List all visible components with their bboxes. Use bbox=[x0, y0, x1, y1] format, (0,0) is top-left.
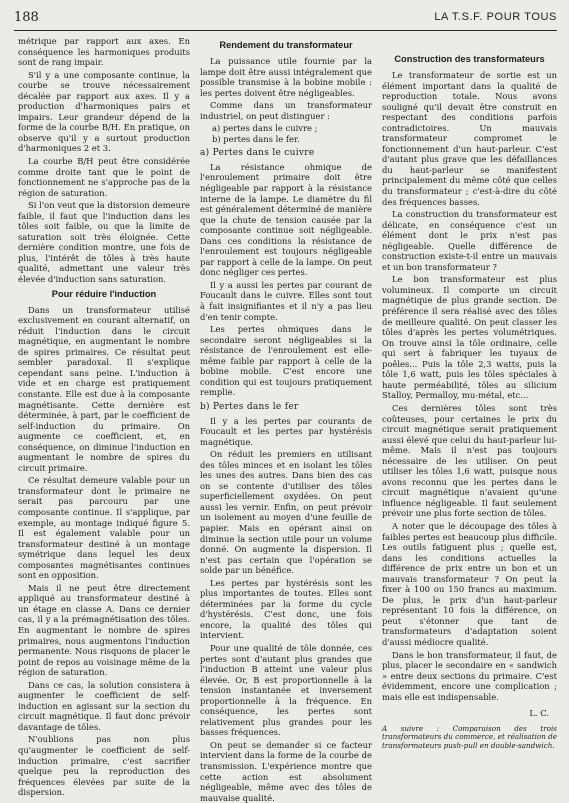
paragraph: Comme dans un transformateur industriel, on peut distinguer : bbox=[200, 100, 372, 121]
subheading-copper: a) Pertes dans le cuivre bbox=[200, 148, 315, 159]
paragraph: Dans un transformateur utilisé exclusivement en courant alternatif, on réduit l'induction dans le circuit magnétique, en augmentant le nombre de spires primaires. Ce résultat peut sembler paradoxal. Il s'explique cependant sans peine. L'induction à vide et en charge est pratiquement constante. Elle est due à la composante magnétisante. Cette dernière est déterminée, à part, par le coefficient de self-induction du primaire. On augmente ce coefficient, et, en conséquence, on diminue l'induction en augmentant le nombre de spires du circuit primaire. bbox=[18, 304, 190, 473]
paragraph: Ce résultat demeure valable pour un transformateur dont le primaire ne serait pas parcouru par une composante continue. Il s'applique, par exemple, au montage indiqué figure 5. Il est également valable pour un transformateur destiné à un montage symétrique dans lequel les deux composantes magnétisantes continues sont en opposition. bbox=[18, 475, 190, 581]
subheading-iron: b) Pertes dans le fer bbox=[200, 401, 299, 412]
paragraph: Le bon transformateur est plus volumineux. Il comporte un circuit magnétique de plus grande section. De préférence il sera réalisé avec des tôles de meilleure qualité. On peut classer les tôles d'après les pertes volumétriques. On trouve ainsi la tôle ordinaire, celle qui sert à fabriquer les tuyaux de poêles... Puis la tôle 2,3 watts, puis la tôle 1,6 watt, puis les tôles spéciales à haute perméabilité, tôles au silicium Stalloy, Permalloy, mu-métal, etc... bbox=[382, 274, 557, 401]
paragraph: Il y a les pertes par courants de Foucault et les pertes par hystérésis magnétique. bbox=[200, 415, 372, 447]
footnote: A suivre : Comparaison des trois transformateurs du commerce, et réalisation de transformateurs push-pull en double-sandwich. bbox=[382, 723, 557, 750]
section-heading: Rendement du transformateur bbox=[219, 40, 353, 50]
paragraph: La puissance utile fournie par la lampe doit être aussi intégralement que possible transmise à la bobine mobile : les pertes doivent être négligeables. bbox=[200, 56, 372, 98]
section-heading: Construction des transformateurs bbox=[394, 54, 545, 64]
paragraph: métrique par rapport aux axes. En conséquence les harmoniques produits sont de rang impair. bbox=[18, 36, 190, 68]
section-heading: Pour réduire l'induction bbox=[51, 288, 157, 299]
paragraph: Les pertes par hystérésis sont les plus importantes de toutes. Elles sont déterminées par la forme du cycle d'hystérésis. C'est donc, une fois encore, la qualité des tôles qui intervient. bbox=[200, 577, 372, 641]
paragraph: N'oublions pas non plus qu'augmenter le coefficient de self-induction primaire, c'est sacrifier quelque peu la reproduction des fréquences élevées par suite de la dispersion. bbox=[18, 734, 190, 798]
paragraph: La construction du transformateur est délicate, en conséquence c'est un élément dont le prix n'est pas négligeable. Quelle différence de construction existe-t-il entre un mauvais et un bon transformateur ? bbox=[382, 209, 557, 272]
paragraph: Si l'on veut que la distorsion demeure faible, il faut que l'induction dans les tôles soit faible, ou que la limite de saturation soit très éloignée. Cette dernière condition montre, une fois de plus, l'intérêt de tôles à très haute qualité, admettant une valeur très élevée d'induction sans saturation. bbox=[18, 200, 190, 285]
paragraph: Pour une qualité de tôle donnée, ces pertes sont d'autant plus grandes que l'induction B atteint une valeur plus élevée. Or, B est proportionnelle à la tension instantanée et inversement proportionnelle à la fréquence. En conséquence, les pertes sont relativement plus grandes pour les basses fréquences. bbox=[200, 642, 372, 738]
paragraph: On réduit les premiers en utilisant des tôles minces et en isolant les tôles les unes des autres. Dans bien des cas on se contente d'utiliser des tôles superficiellement oxydées. On peut aussi les vernir. Enfin, on peut prévoir un isolement au moyen d'une feuille de papier. Mais en opérant ainsi on diminue la section utile pour un volume donné. On augmente la dispersion. Il n'est pas certain que l'opération se solde par un bénéfice. bbox=[200, 449, 372, 576]
page-header bbox=[14, 8, 557, 31]
list-item: a) pertes dans le cuivre ; bbox=[212, 123, 318, 134]
running-title: LA T.S.F. POUR TOUS bbox=[434, 11, 557, 23]
paragraph: A noter que le découpage des tôles à faibles pertes est beaucoup plus difficile. Les outils fatiguent plus ; quelle est, dans les conditions actuelles la différence de prix entre un bon et un mauvais transformateur ? On peut la fixer à 100 ou 150 francs au maximum. De plus, le prix d'un haut-parleur représentant 10 fois la différence, on peut s'étonner que tant de transformateurs d'adaptation soient d'aussi médiocre qualité. bbox=[382, 520, 557, 647]
author-signature: L. C. bbox=[529, 708, 549, 719]
paragraph: Il y a aussi les pertes par courant de Foucault dans le cuivre. Elles sont tout à fait insignifiantes et il n'y a pas lieu d'en tenir compte. bbox=[200, 279, 372, 322]
column-1 bbox=[18, 36, 190, 798]
loss-list bbox=[212, 123, 372, 144]
paragraph: La résistance ohmique de l'enroulement primaire doit être négligeable par rapport à la résistance interne de la lampe. Le diamètre du fil est généralement déterminé de manière que la chute de tension causée par la composante continue soit négligeable. Dans ces conditions la résistance de l'enroulement est toujours négligeable par rapport à celle de la lampe. On peut donc négliger ces pertes. bbox=[200, 161, 372, 278]
column-3 bbox=[382, 36, 557, 750]
paragraph: S'il y a une composante continue, la courbe se trouve nécessairement décalée par rapport aux axes. Il y a production d'harmoniques pairs et impairs. Leur grandeur dépend de la forme de la courbe B/H. En pratique, on observe qu'il y a surtout production d'harmoniques 2 et 3. bbox=[18, 69, 190, 154]
paragraph: La courbe B/H peut être considérée comme droite tant que le point de fonctionnement ne s'approche pas de la région de saturation. bbox=[18, 156, 190, 198]
page-number: 188 bbox=[14, 10, 39, 25]
column-2 bbox=[200, 36, 372, 803]
paragraph: Dans le bon transformateur, il faut, de plus, placer le secondaire en « sandwich » entre deux sections du primaire. C'est évidemment, encore une complication ; mais elle est indispensable. bbox=[382, 649, 557, 702]
paragraph: Le transformateur de sortie est un élément important dans la qualité de reproduction totale. Nous avons souligné qu'il devait être construit en respectant des conditions parfois contradictoires. Un mauvais transformateur compromet le fonctionnement d'un haut-parleur. C'est d'autant plus grave que les défaillances du haut-parleur se manifestent principalement du même côté que celles du transformateur ; c'est-à-dire du côté des fréquences basses. bbox=[382, 70, 557, 207]
list-item: b) pertes dans le fer. bbox=[212, 133, 300, 144]
paragraph: Dans ce cas, la solution consistera à augmenter le coefficient de self-induction en agissant sur la section du circuit magnétique. Il faut donc prévoir davantage de tôles. bbox=[18, 679, 190, 732]
paragraph: On peut se demander si ce facteur intervient dans la forme de la courbe de transmission. L'expérience montre que cette action est absolument négligeable, même avec des tôles de mauvaise qualité. bbox=[200, 739, 372, 803]
paragraph: Les pertes ohmiques dans le secondaire seront négligeables si la résistance de l'enroulement est elle-même faible par rapport à celle de la bobine mobile. C'est encore une condition qui est toujours pratiquement remplie. bbox=[200, 324, 372, 398]
paragraph: Ces dernières tôles sont très coûteuses, pour certaines le prix du circuit magnétique serait pratiquement aussi élevé que celui du haut-parleur lui-même. Mais il n'est pas toujours nécessaire de les utiliser. On peut utiliser les tôles 1,6 watt, puisque nous avons reconnu que les pertes dans le circuit magnétique n'avaient qu'une influence négligeable. Il faut seulement prévoir une plus forte section de tôles. bbox=[382, 402, 557, 519]
paragraph: Mais il ne peut être directement appliqué au transformateur destiné à un étage en classe A. Dans ce dernier cas, il y a la prémagnétisation des tôles. En augmentant le nombre de spires primaires, nous augmentons l'induction permanente. Nous risquons de placer le point de repos au voisinage même de la région de saturation. bbox=[18, 582, 190, 678]
